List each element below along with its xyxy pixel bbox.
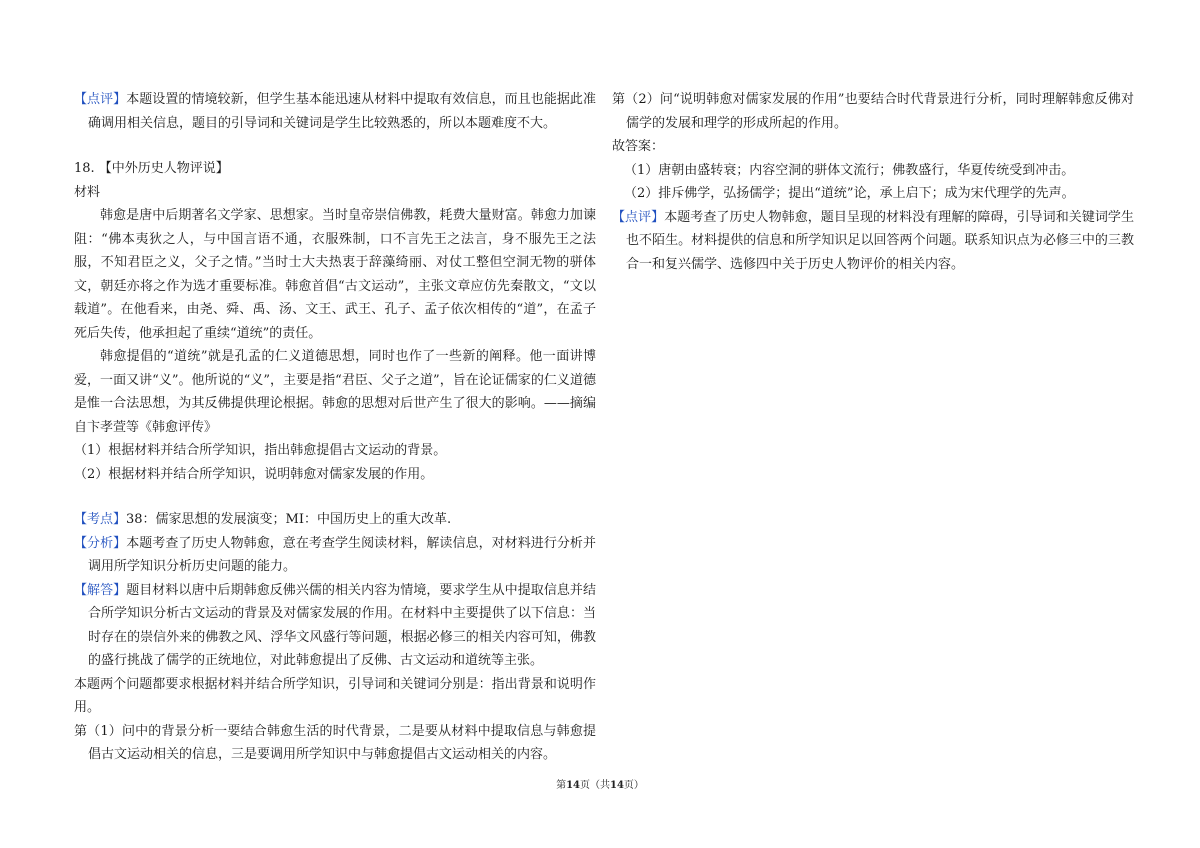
material-paragraph-2: 韩愈提倡的“道统”就是孔孟的仁义道德思想，同时也作了一些新的阐释。他一面讲博爱，一面又讲“义”。他所说的“义”，主要是指“君臣、父子之道”，旨在论证儒家的仁义道德是惟一合法思想，为其反佛提供理论根据。韩愈的思想对后世产生了很大的影响。——摘编自卞孝萱等《韩愈评传》 (74, 349, 596, 435)
right-column (612, 88, 1134, 276)
explanation-paragraph-c: 第（2）问“说明韩愈对儒家发展的作用”也要结合时代背景进行分析，同时理解韩愈反佛对儒学的发展和理学的形成所起的作用。 (612, 92, 1134, 131)
review-text: 本题设置的情境较新，但学生基本能迅速从材料中提取有效信息，而且也能据此准确调用相关信息，题目的引导词和关键词是学生比较熟悉的，所以本题难度不大。 (88, 92, 596, 131)
jieda-paragraph (74, 579, 596, 673)
review-text-right: 本题考查了历史人物韩愈，题目呈现的材料没有理解的障碍，引导词和关键词学生也不陌生。材料提供的信息和所学知识足以回答两个问题。联系知识点为必修三中的三教合一和复兴儒学、选修四中关于历史人物评价的相关内容。 (626, 209, 1134, 272)
jieda-tag: 【解答】 (74, 582, 127, 598)
explanation-paragraph-a: 本题两个问题都要求根据材料并结合所学知识，引导词和关键词分别是：指出背景和说明作用。 (74, 676, 596, 715)
kaodian-tag: 【考点】 (74, 512, 127, 527)
kaodian-paragraph (74, 508, 596, 532)
review-tag: 【点评】 (74, 92, 127, 107)
answer-2: （2）排斥佛学，弘扬儒学；提出“道统”论，承上启下；成为宋代理学的先声。 (624, 186, 1075, 201)
explanation-paragraph-b: 第（1）问中的背景分析一要结合韩愈生活的时代背景，二是要从材料中提取信息与韩愈提倡古文运动相关的信息，三是要调用所学知识中与韩愈提倡古文运动相关的内容。 (74, 723, 596, 762)
answer-label: 故答案： (612, 139, 665, 154)
current-page-number: 14 (566, 780, 580, 791)
review-paragraph-right (612, 206, 1134, 277)
review-paragraph (74, 88, 596, 135)
kaodian-text: 38：儒家思想的发展演变；MI：中国历史上的重大改革. (126, 512, 452, 527)
footer-suffix: 页） (623, 780, 644, 791)
material-paragraph-1: 韩愈是唐中后期著名文学家、思想家。当时皇帝崇信佛教，耗费大量财富。韩愈力加谏阻：“佛本夷狄之人，与中国言语不通，衣服殊制，口不言先王之法言，身不服先王之法服，不知君臣之义，父子之情。”当时士大夫热衷于辞藻绮丽、对仗工整但空洞无物的骈体文，朝廷亦将之作为选才重要标准。韩愈首倡“古文运动”，主张文章应仿先秦散文，“文以载道”。在他看来，由尧、舜、禹、汤、文王、武王、孔子、孟子依次相传的“道”，在孟子死后失传，他承担起了重续“道统”的责任。 (74, 208, 596, 341)
page-footer (0, 776, 1200, 791)
question-18-title: 18. 【中外历史人物评说】 (74, 161, 229, 176)
fenxi-text: 本题考查了历史人物韩愈，意在考查学生阅读材料，解读信息，对材料进行分析并调用所学知识分析历史问题的能力。 (88, 535, 596, 574)
material-label: 材料 (74, 184, 101, 200)
fenxi-paragraph (74, 532, 596, 579)
footer-middle: 页（共 (580, 780, 610, 791)
total-page-number: 14 (610, 780, 624, 791)
question-1: （1）根据材料并结合所学知识，指出韩愈提倡古文运动的背景。 (74, 443, 447, 458)
fenxi-tag: 【分析】 (74, 535, 127, 551)
answer-1: （1）唐朝由盛转衰；内容空洞的骈体文流行；佛教盛行，华夏传统受到冲击。 (624, 162, 1075, 178)
left-column (74, 88, 596, 767)
jieda-text: 题目材料以唐中后期韩愈反佛兴儒的相关内容为情境，要求学生从中提取信息并结合所学知识分析古文运动的背景及对儒家发展的作用。在材料中主要提供了以下信息：当时存在的崇信外来的佛教之风、浮华文风盛行等问题，根据必修三的相关内容可知，佛教的盛行挑战了儒学的正统地位，对此韩愈提出了反佛、古文运动和道统等主张。 (88, 582, 596, 668)
footer-prefix: 第 (556, 780, 567, 791)
question-2: （2）根据材料并结合所学知识，说明韩愈对儒家发展的作用。 (74, 466, 434, 482)
review-tag-right: 【点评】 (612, 209, 665, 225)
